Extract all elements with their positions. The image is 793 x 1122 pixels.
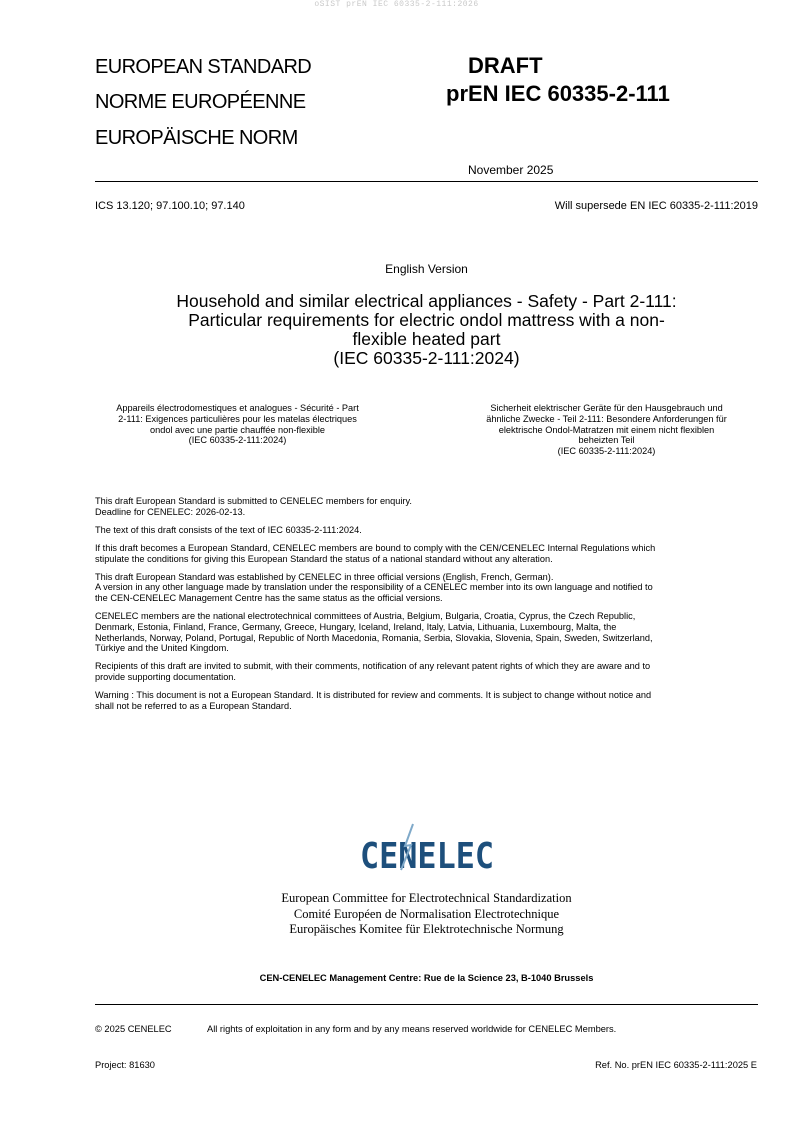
notice-paragraph <box>95 690 758 711</box>
notice-line: Warning : This document is not a European Standard. It is distributed for review and comments. It is subject to change without notice and <box>95 690 652 701</box>
french-title-line: 2-111: Exigences particulières pour les matelas électriques <box>118 413 357 424</box>
document-title <box>95 292 758 368</box>
ics-codes: ICS 13.120; 97.100.10; 97.140 <box>95 200 245 212</box>
notice-line: CENELEC members are the national electrotechnical committees of Austria, Belgium, Bulgaria, Croatia, Cyprus, the Czech Republic, <box>95 611 636 622</box>
notice-line: Recipients of this draft are invited to submit, with their comments, notification of any relevant patent rights of which they are aware and to <box>95 661 651 672</box>
notice-paragraph <box>95 496 758 517</box>
committee-name-en: European Committee for Electrotechnical Standardization <box>281 891 572 905</box>
footer-divider <box>95 1004 758 1005</box>
notice-line: shall not be referred to as a European Standard. <box>95 700 292 711</box>
notice-line: This draft European Standard is submitted to CENELEC members for enquiry. <box>95 496 412 506</box>
language-version: English Version <box>385 262 468 276</box>
german-title-line: Sicherheit elektrischer Geräte für den Hausgebrauch und <box>490 403 723 413</box>
cenelec-logo-mark <box>347 818 507 878</box>
title-line: Household and similar electrical appliances - Safety - Part 2-111: <box>176 291 677 311</box>
notice-line: A version in any other language made by translation under the responsibility of a CENELEC member into its own language and notified to <box>95 582 653 593</box>
notice-line: The text of this draft consists of the text of IEC 60335-2-111:2024. <box>95 524 362 535</box>
notice-line: Denmark, Estonia, Finland, France, Germany, Greece, Hungary, Iceland, Ireland, Italy, Latvia, Lithuania, Luxembourg, Malta, the <box>95 621 617 632</box>
notice-line: stipulate the conditions for giving this European Standard the status of a national standard without any alteration. <box>95 553 553 564</box>
committee-name-fr: Comité Européen de Normalisation Electrotechnique <box>293 906 560 921</box>
german-title <box>455 403 758 457</box>
notice-paragraph <box>95 611 758 654</box>
notice-line: If this draft becomes a European Standard, CENELEC members are bound to comply with the CEN/CENELEC Internal Regulations which <box>95 542 656 553</box>
document-reference: prEN IEC 60335-2-111 <box>446 81 670 106</box>
notice-paragraph <box>95 525 758 536</box>
cenelec-logo <box>0 818 793 878</box>
publication-date: November 2025 <box>468 163 554 177</box>
french-title-line: Appareils électrodomestiques et analogues - Sécurité - Part <box>116 403 359 413</box>
notice-line: This draft European Standard was established by CENELEC in three official versions (English, French, German). <box>95 571 554 582</box>
rights-statement: All rights of exploitation in any form and by any means reserved worldwide for CENELEC Members. <box>207 1024 617 1034</box>
german-title-line: ähnliche Zwecke - Teil 2-111: Besondere Anforderungen für <box>486 413 727 424</box>
header-divider <box>95 181 758 182</box>
copyright: © 2025 CENELEC <box>95 1024 172 1034</box>
draft-notices <box>95 496 758 719</box>
notice-line: provide supporting documentation. <box>95 672 236 683</box>
french-title <box>95 403 380 446</box>
draft-label: DRAFT <box>468 53 543 78</box>
notice-line: Deadline for CENELEC: 2026-02-13. <box>95 506 246 517</box>
notice-line: Türkiye and the United Kingdom. <box>95 643 229 654</box>
title-line: flexible heated part <box>352 329 501 349</box>
title-line: (IEC 60335-2-111:2024) <box>333 348 520 368</box>
german-title-line: (IEC 60335-2-111:2024) <box>557 446 656 457</box>
project-number: Project: 81630 <box>95 1060 155 1070</box>
reference-number: Ref. No. prEN IEC 60335-2-111:2025 E <box>595 1060 757 1070</box>
title-line: Particular requirements for electric ondol mattress with a non- <box>188 310 665 330</box>
german-title-line: beheizten Teil <box>578 435 635 446</box>
french-title-line: (IEC 60335-2-111:2024) <box>188 435 287 446</box>
committee-name-de: Europäisches Komitee für Elektrotechnische Normung <box>289 922 564 936</box>
committee-names <box>0 891 793 938</box>
notice-line: the CEN-CENELEC Management Centre has the same status as the official versions. <box>95 593 443 604</box>
management-centre-address: CEN-CENELEC Management Centre: Rue de la Science 23, B-1040 Brussels <box>259 973 594 983</box>
logo-wordmark: CENELEC <box>359 836 494 877</box>
standard-name-en: EUROPEAN STANDARD <box>95 56 312 78</box>
notice-paragraph <box>95 661 758 682</box>
standard-name-fr: NORME EUROPÉENNE <box>95 91 306 113</box>
notice-paragraph <box>95 543 758 564</box>
notice-paragraph <box>95 572 758 604</box>
notice-line: Netherlands, Norway, Poland, Portugal, Republic of North Macedonia, Romania, Serbia, Slovakia, Slovenia, Spain, Sweden, Switzerland, <box>95 632 653 643</box>
supersedes-note: Will supersede EN IEC 60335-2-111:2019 <box>554 200 758 212</box>
standard-name-de: EUROPÄISCHE NORM <box>95 127 298 149</box>
german-title-line: elektrische Ondol-Matratzen mit einem nicht flexiblen <box>498 424 715 435</box>
watermark: oSIST prEN IEC 60335-2-111:2026 <box>314 0 479 9</box>
french-title-line: ondol avec une partie chauffée non-flexible <box>149 424 326 435</box>
